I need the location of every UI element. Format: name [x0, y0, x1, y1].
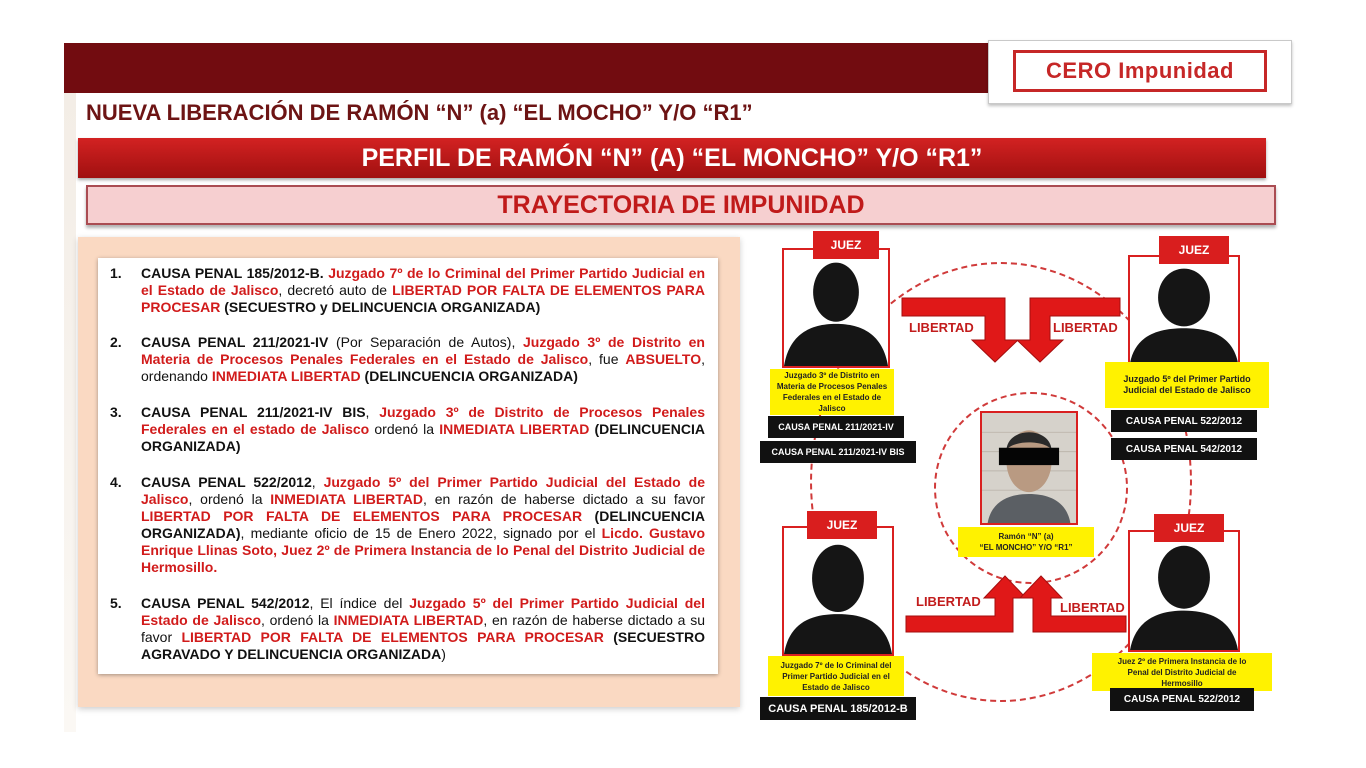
case-text-segment: CAUSA PENAL 542/2012	[141, 595, 310, 611]
person-silhouette-icon	[784, 528, 892, 654]
case-label: CAUSA PENAL 185/2012-B	[760, 697, 916, 720]
judge-photo	[1128, 530, 1240, 652]
case-text-segment: CAUSA PENAL 211/2021-IV BIS	[141, 404, 366, 420]
case-text-segment: CAUSA PENAL 522/2012	[141, 474, 312, 490]
case-text-segment: LIBERTAD POR FALTA DE ELEMENTOS PARA PROCESAR	[181, 629, 604, 645]
brand-label: CERO Impunidad	[1046, 58, 1234, 83]
case-text-segment: ,	[365, 404, 380, 420]
case-number: 1.	[110, 265, 122, 281]
libertad-label: LIBERTAD	[1053, 320, 1118, 335]
suspect-label	[958, 527, 1094, 557]
case-text-segment: , mediante oficio de 15 de Enero 2022, signado por el	[240, 525, 602, 541]
case-text-segment: CAUSA PENAL 211/2021-IV	[141, 334, 329, 350]
case-text-segment: INMEDIATA LIBERTAD	[333, 612, 484, 628]
case-text-segment: ,	[311, 474, 324, 490]
juez-badge: JUEZ	[1154, 514, 1224, 542]
case-text-segment: Licdo. Gustavo Enrique Llinas Soto, Juez 2º de Primera Instancia de lo Penal del Distrito Judicial de Hermosillo.	[141, 525, 706, 575]
suspect-name: Ramón “N” (a)	[998, 532, 1054, 541]
page-subtitle: NUEVA LIBERACIÓN DE RAMÓN “N” (a) “EL MOCHO” Y/O “R1”	[86, 100, 753, 125]
case-text-segment: INMEDIATA LIBERTAD	[439, 421, 590, 437]
case-text-segment: ABSUELTO	[625, 351, 702, 367]
case-text-segment: , ordenando	[141, 351, 705, 384]
libertad-label: LIBERTAD	[916, 594, 981, 609]
case-text-segment: (SECUESTRO y DELINCUENCIA ORGANIZADA)	[220, 299, 541, 315]
case-text-segment: Juzgado 5º del Primer Partido Judicial del Estado de Jalisco	[141, 595, 705, 628]
case-text-segment: Juzgado 7º de lo Criminal del Primer Partido Judicial en el Estado de Jalisco	[141, 265, 705, 298]
case-text-segment: , decretó auto de	[278, 282, 393, 298]
case-number: 4.	[110, 474, 122, 490]
case-text-segment: (DELINCUENCIA ORGANIZADA)	[141, 421, 705, 454]
juez-badge: JUEZ	[807, 511, 877, 539]
case-text-segment: INMEDIATA LIBERTAD	[270, 491, 424, 507]
judge-photo	[782, 248, 890, 368]
case-text-segment: LIBERTAD POR FALTA DE ELEMENTOS PARA PROCESAR	[141, 282, 706, 315]
case-text-segment: Juzgado 3º de Distrito en Materia de Procesos Penales Federales en el Estado de Jalisco	[141, 334, 705, 367]
case-text-segment: (DELINCUENCIA ORGANIZADA)	[141, 508, 705, 541]
case-text-segment: CAUSA PENAL 185/2012-B.	[141, 265, 324, 281]
profile-title: PERFIL DE RAMÓN “N” (A) “EL MONCHO” Y/O “R1”	[361, 143, 983, 172]
case-number: 2.	[110, 334, 122, 350]
section-title: TRAYECTORIA DE IMPUNIDAD	[497, 190, 865, 219]
case-text-segment: INMEDIATA LIBERTAD	[211, 368, 361, 384]
case-text-segment: (DELINCUENCIA ORGANIZADA)	[360, 368, 578, 384]
libertad-label: LIBERTAD	[909, 320, 974, 335]
case-number: 3.	[110, 404, 122, 420]
case-text-segment: )	[441, 646, 446, 662]
court-label: Juzgado 3º de Distrito en Materia de Procesos Penales Federales en el Estado de Jalisco	[770, 369, 894, 415]
case-text-segment: (SECUESTRO AGRAVADO Y DELINCUENCIA ORGANIZADA	[141, 629, 705, 662]
case-text-segment: (Por Separación de Autos),	[328, 334, 523, 350]
person-silhouette-icon	[784, 250, 888, 366]
case-text-segment: , ordenó la	[188, 491, 271, 507]
case-text-segment: , en razón de haberse dictado a su favor	[423, 491, 705, 507]
case-text-segment: Juzgado 3º de Distrito de Procesos Penales Federales en el estado de Jalisco	[141, 404, 705, 437]
person-silhouette-icon	[1130, 257, 1238, 363]
court-label: Juzgado 7º de lo Criminal del Primer Partido Judicial en el Estado de Jalisco	[768, 656, 904, 696]
case-text-segment: ordenó la	[369, 421, 440, 437]
court-label: Juzgado 5º del Primer Partido Judicial del Estado de Jalisco	[1105, 362, 1269, 408]
case-label: CAUSA PENAL 211/2021-IV BIS	[760, 441, 916, 463]
case-text-segment: LIBERTAD POR FALTA DE ELEMENTOS PARA PROCESAR	[141, 508, 583, 524]
juez-badge: JUEZ	[1159, 236, 1229, 264]
judge-photo	[782, 526, 894, 656]
suspect-photo	[980, 411, 1078, 525]
libertad-label: LIBERTAD	[1060, 600, 1125, 615]
person-silhouette-icon	[1130, 532, 1238, 650]
suspect-mugshot-icon	[982, 413, 1076, 523]
case-number: 5.	[110, 595, 122, 611]
case-text-segment: , en razón de haberse dictado a su favor	[141, 612, 705, 645]
case-text-segment: , El índice del	[309, 595, 410, 611]
suspect-alias: “EL MONCHO” Y/O “R1”	[979, 543, 1073, 552]
case-label: CAUSA PENAL 211/2021-IV	[768, 416, 904, 438]
case-label: CAUSA PENAL 522/2012	[1111, 410, 1257, 432]
judge-photo	[1128, 255, 1240, 365]
case-label: CAUSA PENAL 522/2012	[1110, 688, 1254, 711]
case-label: CAUSA PENAL 542/2012	[1111, 438, 1257, 460]
juez-badge: JUEZ	[813, 231, 879, 259]
court-label: Juez 2º de Primera Instancia de lo Penal del Distrito Judicial de Hermosillo	[1092, 653, 1272, 691]
case-text-segment: Juzgado 5º del Primer Partido Judicial del Estado de Jalisco	[141, 474, 706, 507]
case-text-segment: , fue	[588, 351, 626, 367]
case-text-segment: , ordenó la	[261, 612, 334, 628]
